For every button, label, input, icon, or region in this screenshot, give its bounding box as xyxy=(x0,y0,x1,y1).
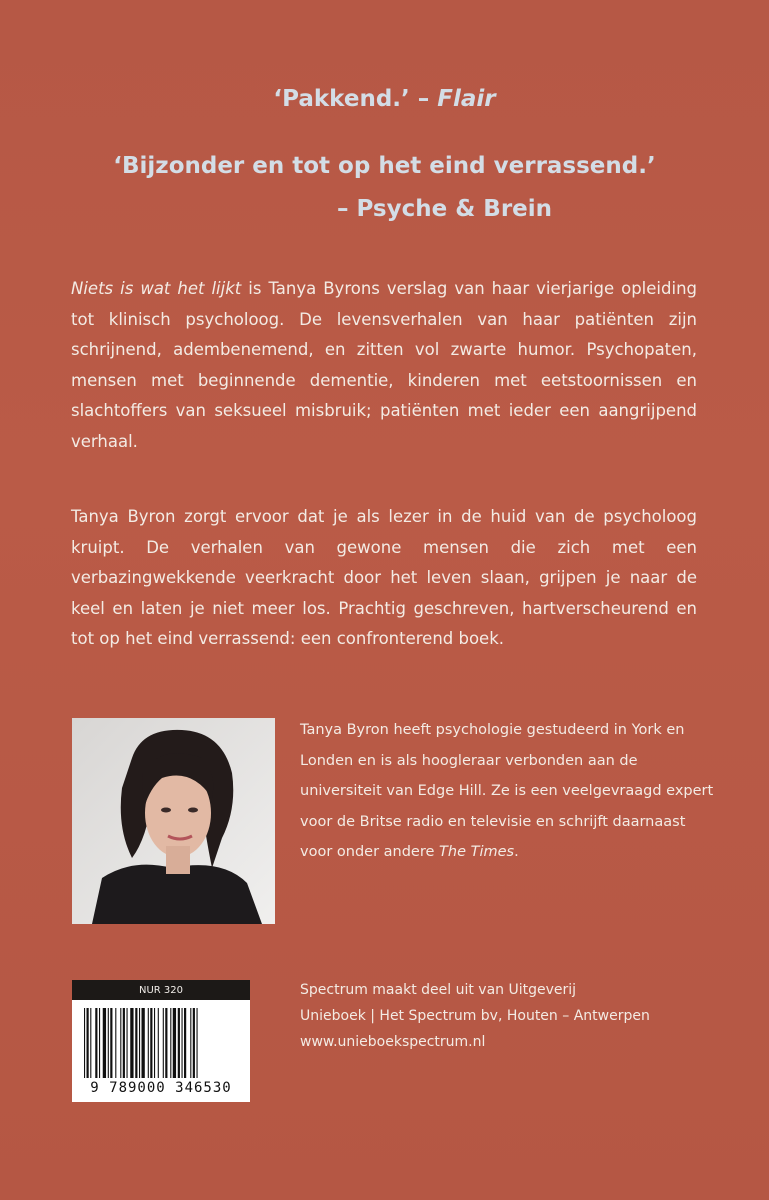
author-photo xyxy=(72,718,275,924)
barcode-bar xyxy=(87,1008,89,1078)
description-paragraph-2: Tanya Byron zorgt ervoor dat je als lezer in de huid van de psycholoog kruipt. De verhalen van gewone mensen die zich met een verbazingwekkende veerkracht door het leven slaan, grijpen je naar de keel en laten je niet meer los. Prachtig geschreven, hartverscheurend en tot op het eind verrassend: een confronterend boek. xyxy=(71,507,697,649)
barcode-bar xyxy=(148,1008,149,1078)
barcode-bar xyxy=(184,1008,186,1078)
barcode-bar xyxy=(163,1008,164,1078)
barcode-bar xyxy=(135,1008,137,1078)
author-bio-publication: The Times xyxy=(439,844,515,860)
barcode-bar xyxy=(90,1008,91,1078)
author-bio-end: . xyxy=(514,844,519,860)
barcode-bar xyxy=(197,1008,198,1078)
quote-flair xyxy=(0,86,769,112)
barcode-bar xyxy=(193,1008,195,1078)
publisher-website: www.unieboekspectrum.nl xyxy=(300,1034,486,1050)
barcode-bar xyxy=(99,1008,100,1078)
quote-psyche-brein xyxy=(0,153,769,179)
barcode-bar xyxy=(142,1008,145,1078)
description-paragraph-1 xyxy=(71,274,697,458)
barcode-bar xyxy=(165,1008,167,1078)
quote-psyche-brein-text: ‘Bijzonder en tot op het eind verrassend.’ xyxy=(113,153,656,179)
barcode xyxy=(72,1000,250,1102)
quote-flair-source: Flair xyxy=(437,86,496,112)
author-bio-text: Tanya Byron heeft psychologie gestudeerd in York en Londen en is als hoogleraar verbonden aan de universiteit van Edge Hill. Ze is een veelgevraagd expert voor de Britse radio en televisie en schrijft daarnaast voor onder andere xyxy=(300,722,714,860)
barcode-bar xyxy=(182,1008,183,1078)
barcode-bar xyxy=(158,1008,159,1078)
nur-code: NUR 320 xyxy=(72,980,250,1000)
isbn-number: 9 789000 346530 xyxy=(90,1080,232,1096)
quote-psyche-brein-source: – Psyche & Brein xyxy=(336,196,553,222)
barcode-bar xyxy=(170,1008,171,1078)
barcode-bar xyxy=(115,1008,116,1078)
publisher-line-2: Unieboek | Het Spectrum bv, Houten – Antwerpen xyxy=(300,1008,650,1024)
barcode-bar xyxy=(139,1008,140,1078)
barcode-bar xyxy=(130,1008,133,1078)
barcode-bar xyxy=(95,1008,97,1078)
quote-flair-text: ‘Pakkend.’ – xyxy=(273,86,430,112)
barcode-bar xyxy=(84,1008,85,1078)
publisher-line-1: Spectrum maakt deel uit van Uitgeverij xyxy=(300,982,577,998)
barcode-bar xyxy=(173,1008,176,1078)
barcode-bar xyxy=(123,1008,125,1078)
barcode-bar xyxy=(110,1008,112,1078)
barcode-bar xyxy=(190,1008,191,1078)
barcode-bar xyxy=(120,1008,121,1078)
author-bio xyxy=(300,715,720,868)
barcode-bars xyxy=(80,1008,242,1080)
barcode-bar xyxy=(178,1008,180,1078)
barcode-bar xyxy=(127,1008,128,1078)
publisher-info xyxy=(300,977,720,1055)
book-title: Niets is wat het lijkt xyxy=(71,279,242,298)
barcode-bar xyxy=(154,1008,155,1078)
description-paragraph-1-text: is Tanya Byrons verslag van haar vierjarige opleiding tot klinisch psycholoog. De levensverhalen van haar patiënten zijn schrijnend, adembenemend, en zitten vol zwarte humor. Psychopaten, mensen met beginnende dementie, kinderen met eetstoornissen en slachtoffers van seksueel misbruik; patiënten met ieder een aangrijpend verhaal. xyxy=(71,279,697,451)
barcode-bar xyxy=(103,1008,106,1078)
barcode-bar xyxy=(108,1008,109,1078)
barcode-bar xyxy=(150,1008,152,1078)
